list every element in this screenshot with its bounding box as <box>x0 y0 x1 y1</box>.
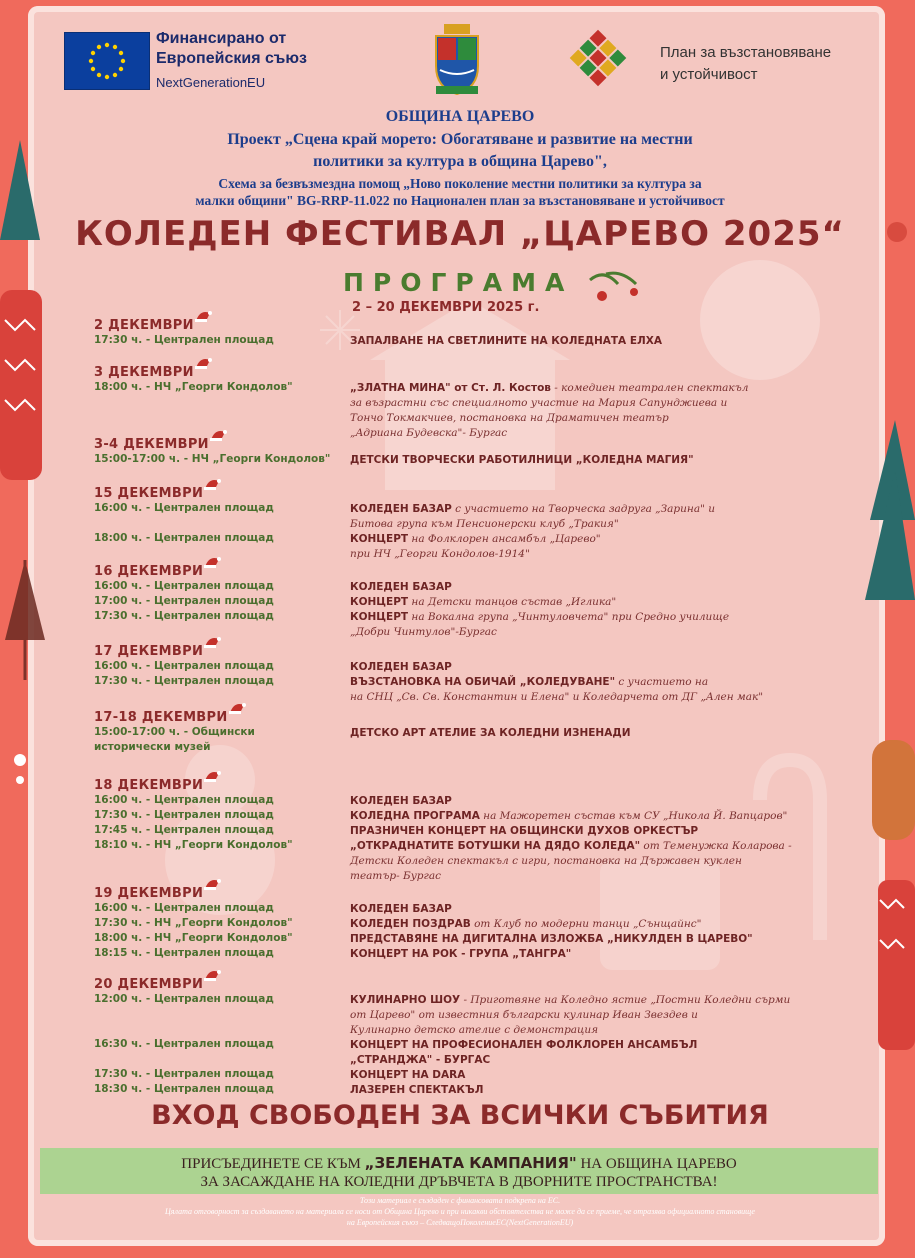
event-details: на Фолклорен ансамбъл „Царево" <box>408 533 601 545</box>
event-description <box>350 993 850 1008</box>
event-row <box>94 334 834 349</box>
project-line1: Проект „Сцена край морето: Обогатяване и развитие на местни <box>227 131 693 148</box>
event-day <box>94 642 834 705</box>
event-description <box>350 610 850 625</box>
santa-hat-icon <box>228 701 246 715</box>
event-date <box>94 977 203 992</box>
right-tree-icon <box>865 420 915 600</box>
event-description <box>350 453 850 468</box>
event-details: на Детски танцов състав „Иглика" <box>408 596 617 608</box>
event-description <box>350 1038 850 1053</box>
event-title: „ОТКРАДНАТИТЕ БОТУШКИ НА ДЯДО КОЛЕДА" <box>350 840 641 852</box>
event-date <box>94 778 203 793</box>
event-description <box>350 869 850 884</box>
recovery-plan-line1: План за възстановяване <box>660 44 832 61</box>
event-date-label: 2 ДЕКЕМВРИ <box>94 318 194 333</box>
event-row <box>94 381 834 396</box>
event-time: 18:00 ч. - НЧ „Георги Кондолов" <box>94 381 293 393</box>
event-title: КОЛЕДЕН ПОЗДРАВ <box>350 918 471 930</box>
event-title: ПРЕДСТАВЯНЕ НА ДИГИТАЛНА ИЗЛОЖБА „НИКУЛДЕН В ЦАРЕВО" <box>350 933 753 945</box>
event-time: 17:30 ч. - НЧ „Георги Кондолов" <box>94 917 293 929</box>
event-row <box>94 660 834 675</box>
event-row <box>94 854 834 869</box>
recovery-plan-logo-icon <box>564 24 632 92</box>
event-row <box>94 726 834 741</box>
event-description <box>350 794 850 809</box>
program-dates: 2 – 20 ДЕКЕМВРИ 2025 г. <box>352 300 540 315</box>
event-details: Тончо Токмакчиев, постановка на Драматичен театър <box>350 412 669 424</box>
eu-funding-line2: Европейския съюз <box>156 50 307 67</box>
municipality-title: ОБЩИНА ЦАРЕВО <box>385 108 535 125</box>
event-details: Кулинарно детско ателие с демонстрация <box>350 1024 599 1036</box>
event-title: ДЕТСКО АРТ АТЕЛИЕ ЗА КОЛЕДНИ ИЗНЕНАДИ <box>350 727 631 739</box>
event-description <box>350 690 850 705</box>
event-title: „ЗЛАТНА МИНА" от Ст. Л. Костов <box>350 382 551 394</box>
header-logos <box>64 30 864 100</box>
event-description <box>350 932 850 947</box>
event-description <box>350 381 850 396</box>
event-details: театър- Бургас <box>350 870 441 882</box>
event-title: КОЛЕДНА ПРОГРАМА <box>350 810 480 822</box>
event-description <box>350 502 850 517</box>
event-day <box>94 363 834 441</box>
event-description <box>350 839 850 854</box>
event-date-label: 19 ДЕКЕМВРИ <box>94 886 204 901</box>
event-details: Детски Коледен спектакъл с игри, постановка на Държавен куклен <box>350 855 742 867</box>
event-row <box>94 502 834 517</box>
green-campaign-name: „ЗЕЛЕНАТА КАМПАНИЯ" <box>364 1154 577 1172</box>
event-title: ДЕТСКИ ТВОРЧЕСКИ РАБОТИЛНИЦИ „КОЛЕДНА МАГИЯ" <box>350 454 694 466</box>
event-time: 16:00 ч. - Централен площад <box>94 794 274 806</box>
event-date-label: 15 ДЕКЕМВРИ <box>94 486 204 501</box>
event-day <box>94 316 834 349</box>
event-row <box>94 809 834 824</box>
event-details: с участието на <box>615 676 709 688</box>
event-time: 18:00 ч. - Централен площад <box>94 532 274 544</box>
event-time: 16:00 ч. - Централен площад <box>94 660 274 672</box>
event-date-label: 16 ДЕКЕМВРИ <box>94 564 204 579</box>
disclaimer-line3: на Европейския съюз – СледващоПоколениеЕС(NextGenerationEU) <box>346 1218 574 1227</box>
event-row <box>94 1038 834 1053</box>
event-row <box>94 839 834 854</box>
green-campaign-post: НА ОБЩИНА ЦАРЕВО <box>576 1156 737 1172</box>
recovery-plan-line2: и устойчивост <box>660 66 758 83</box>
event-day <box>94 975 834 1098</box>
event-time: 15:00-17:00 ч. - Общински <box>94 726 255 738</box>
event-date-label: 18 ДЕКЕМВРИ <box>94 778 204 793</box>
event-description <box>350 1053 850 1068</box>
event-time: 18:10 ч. - НЧ „Георги Кондолов" <box>94 839 293 851</box>
event-details: от Царево" от известния български кулинар Иван Звездев и <box>350 1009 698 1021</box>
event-day <box>94 562 834 640</box>
event-description <box>350 1083 850 1098</box>
santa-hat-icon <box>194 356 212 370</box>
event-row <box>94 947 834 962</box>
event-row <box>94 824 834 839</box>
event-title: КОНЦЕРТ <box>350 533 409 545</box>
event-details: за възрастни със специалното участие на Мария Сапунджиева и <box>350 397 728 409</box>
left-sweater-icon <box>0 290 42 480</box>
scheme-line1: Схема за безвъзмездна помощ „Ново поколение местни политики за култура за <box>218 176 702 191</box>
event-row <box>94 690 834 705</box>
event-description <box>350 947 850 962</box>
event-row <box>94 1053 834 1068</box>
event-title: КОНЦЕРТ НА РОК - ГРУПА „ТАНГРА" <box>350 948 572 960</box>
event-title: КОНЦЕРТ <box>350 611 409 623</box>
event-day <box>94 884 834 962</box>
event-row <box>94 794 834 809</box>
left-star-pattern-icon <box>14 754 26 784</box>
event-date <box>94 437 209 452</box>
event-description <box>350 411 850 426</box>
eu-funding-line1: Финансирано от <box>156 30 287 47</box>
event-description <box>350 824 850 839</box>
event-row <box>94 902 834 917</box>
event-title: КОНЦЕРТ НА DARA <box>350 1069 466 1081</box>
event-time: 18:15 ч. - Централен площад <box>94 947 274 959</box>
event-date <box>94 886 203 901</box>
event-details: „Добри Чинтулов"-Бургас <box>350 626 497 638</box>
event-row <box>94 532 834 547</box>
event-time: 18:00 ч. - НЧ „Георги Кондолов" <box>94 932 293 944</box>
santa-hat-icon <box>203 877 221 891</box>
santa-hat-icon <box>203 968 221 982</box>
program-title: ПРОГРАМА <box>343 268 574 297</box>
santa-hat-icon <box>194 309 212 323</box>
event-description <box>350 1008 850 1023</box>
event-time: 17:30 ч. - Централен площад <box>94 1068 274 1080</box>
event-row <box>94 993 834 1008</box>
event-row <box>94 1083 834 1098</box>
event-description <box>350 532 850 547</box>
event-details: при НЧ „Георги Кондолов-1914" <box>350 548 530 560</box>
event-title: ЗАПАЛВАНЕ НА СВЕТЛИНИТЕ НА КОЛЕДНАТА ЕЛХА <box>350 335 662 347</box>
event-description <box>350 660 850 675</box>
event-description <box>350 580 850 595</box>
event-description <box>350 595 850 610</box>
event-time: 12:00 ч. - Централен площад <box>94 993 274 1005</box>
event-description <box>350 625 850 640</box>
event-row <box>94 675 834 690</box>
event-row <box>94 610 834 625</box>
green-campaign-line2: ЗА ЗАСАЖДАНЕ НА КОЛЕДНИ ДРЪВЧЕТА В ДВОРНИТЕ ПРОСТРАНСТВА! <box>200 1174 718 1190</box>
event-details: от Теменужка Коларова - <box>640 840 792 852</box>
event-day <box>94 708 834 756</box>
event-row <box>94 517 834 532</box>
event-row <box>94 411 834 426</box>
event-description <box>350 675 850 690</box>
event-title: КОЛЕДЕН БАЗАР <box>350 581 452 593</box>
right-sweater-icon <box>878 880 915 1050</box>
free-entry-banner: ВХОД СВОБОДЕН ЗА ВСИЧКИ СЪБИТИЯ <box>151 1100 769 1131</box>
event-time: 17:30 ч. - Централен площад <box>94 809 274 821</box>
festival-title: КОЛЕДЕН ФЕСТИВАЛ „ЦАРЕВО 2025“ <box>75 214 845 254</box>
event-title: КОЛЕДЕН БАЗАР <box>350 661 452 673</box>
event-time: 15:00-17:00 ч. - НЧ „Георги Кондолов" <box>94 453 331 465</box>
event-date <box>94 365 194 380</box>
event-row <box>94 917 834 932</box>
ornament-icon <box>887 222 907 242</box>
eu-stars-icon <box>65 33 149 89</box>
event-date <box>94 710 228 725</box>
eu-flag-icon <box>64 32 150 90</box>
event-title: „СТРАНДЖА" - БУРГАС <box>350 1054 491 1066</box>
event-date-label: 3 ДЕКЕМВРИ <box>94 365 194 380</box>
event-row <box>94 580 834 595</box>
disclaimer-line2: Цялата отговорност за създаването на материала се носи от Община Царево и при никакви обстоятелства не може да се приеме, че отразява официалното становище <box>165 1207 755 1216</box>
event-details: с участието на Творческа задруга „Зарина" и <box>451 503 716 515</box>
project-line2: политики за култура в община Царево", <box>313 153 607 170</box>
event-title: КОЛЕДЕН БАЗАР <box>350 503 452 515</box>
event-row <box>94 1068 834 1083</box>
event-date <box>94 564 203 579</box>
event-date-label: 3-4 ДЕКЕМВРИ <box>94 437 209 452</box>
event-row <box>94 396 834 411</box>
event-row <box>94 595 834 610</box>
event-description <box>350 917 850 932</box>
event-description <box>350 1023 850 1038</box>
event-time: 16:00 ч. - Централен площад <box>94 580 274 592</box>
event-row <box>94 1023 834 1038</box>
event-day <box>94 484 834 562</box>
event-time: 16:00 ч. - Централен площад <box>94 902 274 914</box>
event-description <box>350 547 850 562</box>
event-day <box>94 776 834 884</box>
santa-hat-icon <box>209 428 227 442</box>
event-time: исторически музей <box>94 741 211 753</box>
event-date <box>94 644 203 659</box>
event-details: на Мажоретен състав към СУ „Никола Й. Вапцаров" <box>479 810 788 822</box>
event-time: 18:30 ч. - Централен площад <box>94 1083 274 1095</box>
santa-hat-icon <box>203 477 221 491</box>
tsarevo-crest-icon <box>430 20 484 98</box>
event-date-label: 17 ДЕКЕМВРИ <box>94 644 204 659</box>
event-title: ВЪЗСТАНОВКА НА ОБИЧАЙ „КОЛЕДУВАНЕ" <box>350 676 616 688</box>
event-title: КУЛИНАРНО ШОУ <box>350 994 461 1006</box>
green-campaign-pre: ПРИСЪЕДИНЕТЕ СЕ КЪМ <box>181 1156 365 1172</box>
event-row <box>94 741 834 756</box>
event-description <box>350 726 850 741</box>
event-description <box>350 854 850 869</box>
event-date-label: 20 ДЕКЕМВРИ <box>94 977 204 992</box>
event-title: КОЛЕДЕН БАЗАР <box>350 795 452 807</box>
disclaimer-line1: Този материал е създаден с финансовата подкрепа на ЕС. <box>359 1196 561 1205</box>
event-title: КОНЦЕРТ <box>350 596 409 608</box>
event-row <box>94 932 834 947</box>
eu-funding-line3: NextGenerationEU <box>156 75 266 90</box>
event-details: от Клуб по модерни танци „Сънщайнс" <box>470 918 702 930</box>
event-title: КОЛЕДЕН БАЗАР <box>350 903 452 915</box>
event-description <box>350 902 850 917</box>
santa-hat-icon <box>203 635 221 649</box>
event-time: 16:00 ч. - Централен площад <box>94 502 274 514</box>
event-day <box>94 435 834 468</box>
santa-hat-icon <box>203 555 221 569</box>
event-description <box>350 809 850 824</box>
event-title: ЛАЗЕРЕН СПЕКТАКЪЛ <box>350 1084 484 1096</box>
event-details: на СНЦ „Св. Св. Константин и Елена" и Коледарчета от ДГ „Ален мак" <box>350 691 764 703</box>
event-details: - Приготвяне на Коледно ястие „Постни Коледни сърми <box>460 994 791 1006</box>
event-time: 17:30 ч. - Централен площад <box>94 610 274 622</box>
event-title: КОНЦЕРТ НА ПРОФЕСИОНАЛЕН ФОЛКЛОРЕН АНСАМБЪЛ <box>350 1039 698 1051</box>
left-teal-tree-icon <box>0 140 40 240</box>
scheme-line2: малки общини" BG-RRP-11.022 по Национален план за възстановяване и устойчивост <box>195 193 725 208</box>
event-details: Битова група към Пенсионерски клуб „Тракия" <box>350 518 619 530</box>
event-date <box>94 486 203 501</box>
event-details: на Вокална група „Чинтуловчета" при Средно училище <box>408 611 730 623</box>
event-row <box>94 453 834 468</box>
left-tree-icon <box>5 560 45 680</box>
santa-hat-icon <box>203 769 221 783</box>
event-description <box>350 517 850 532</box>
event-description <box>350 1068 850 1083</box>
holly-icon <box>586 266 646 306</box>
event-time: 17:30 ч. - Централен площад <box>94 334 274 346</box>
event-row <box>94 1008 834 1023</box>
event-description <box>350 396 850 411</box>
event-description <box>350 334 850 349</box>
event-details: „Адриана Будевска"- Бургас <box>350 427 508 439</box>
event-title: ПРАЗНИЧЕН КОНЦЕРТ НА ОБЩИНСКИ ДУХОВ ОРКЕСТЪР <box>350 825 699 837</box>
right-mitten-icon <box>872 740 915 840</box>
event-date-label: 17-18 ДЕКЕМВРИ <box>94 710 228 725</box>
event-time: 16:30 ч. - Централен площад <box>94 1038 274 1050</box>
event-time: 17:45 ч. - Централен площад <box>94 824 274 836</box>
event-time: 17:00 ч. - Централен площад <box>94 595 274 607</box>
green-campaign-line1 <box>40 1154 878 1173</box>
event-date <box>94 318 194 333</box>
event-time: 17:30 ч. - Централен площад <box>94 675 274 687</box>
event-details: - комедиен театрален спектакъл <box>550 382 749 394</box>
